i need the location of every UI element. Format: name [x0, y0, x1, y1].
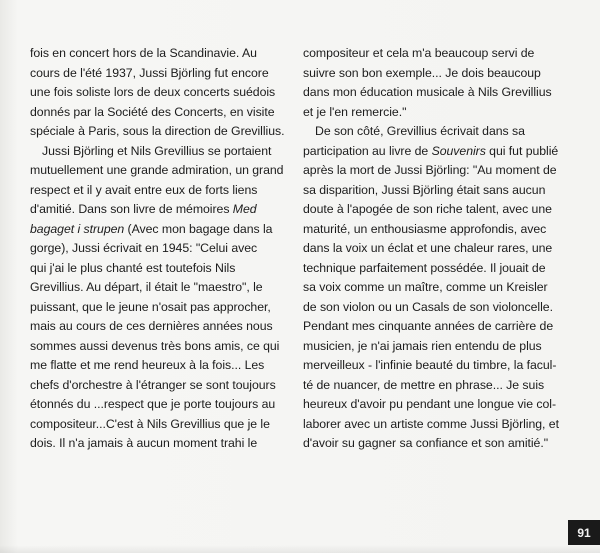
text-line: suivre son bon exemple... Je dois beaucoup — [303, 65, 541, 80]
text-line: qui j'ai le plus chanté est toutefois Nils — [30, 260, 236, 275]
text-line: et je l'en remercie." — [303, 104, 407, 119]
text-line: gorge), Jussi écrivait en 1945: "Celui avec — [30, 241, 258, 255]
text-line: chefs d'orchestre à l'étranger se sont toujours — [30, 377, 276, 392]
text-line: maturité, un enthousiasme approfondis, avec — [303, 221, 547, 236]
text-line: participation au livre de Souvenirs qui fut publié — [303, 143, 559, 158]
text-line: donnés par la Société des Concerts, en visite — [30, 104, 275, 119]
text-line: Jussi Björling et Nils Grevillius se portaient — [42, 143, 272, 158]
text-line: étonnés du ...respect que je porte toujours au — [30, 397, 276, 411]
page-number: 91 — [568, 520, 600, 545]
text-line: De son côté, Grevillius écrivait dans sa — [315, 124, 525, 138]
left-text-column — [30, 44, 285, 454]
text-line: heureux d'avoir pu pendant une longue vie col- — [303, 397, 556, 411]
text-line: respect et il y avait entre eux de forts liens — [30, 182, 258, 197]
text-line: bagaget i strupen (Avec mon bagage dans la — [30, 221, 273, 236]
text-line: une fois soliste lors de deux concerts suédois — [30, 85, 276, 99]
text-line: compositeur...C'est à Nils Grevillius que je le — [30, 416, 270, 431]
text-line: dans la voix un éclat et une chaleur rares, une — [303, 241, 553, 255]
text-line: cours de l'été 1937, Jussi Björling fut encore — [30, 65, 269, 80]
right-text-column — [303, 44, 559, 454]
text-line: mais au cours de ces dernières années nous — [30, 319, 273, 333]
text-line: musicien, je n'ai jamais rien entendu de plus — [303, 338, 542, 353]
text-line: laborer avec un artiste comme Jussi Björling, et — [303, 416, 559, 431]
text-line: spéciale à Paris, sous la direction de Grevillius. — [30, 124, 285, 138]
text-line: doute à l'apogée de son riche talent, avec une — [303, 202, 552, 216]
text-line: compositeur et cela m'a beaucoup servi de — [303, 46, 535, 60]
text-line: mutuellement une grande admiration, un grand — [30, 163, 284, 177]
text-line: sa disparition, Jussi Björling était sans aucun — [303, 182, 546, 197]
italic-title: bagaget i strupen — [30, 221, 125, 236]
text-line: Pendant mes cinquante années de carrière de — [303, 319, 554, 333]
text-line: d'avoir su gagner sa confiance et son amitié." — [303, 436, 549, 450]
text-line: merveilleux - l'infinie beauté du timbre, la facul- — [303, 358, 557, 372]
italic-title: Souvenirs — [431, 143, 486, 158]
text-line: après la mort de Jussi Björling: "Au moment de — [303, 163, 557, 177]
text-line: de son violon ou un Casals de son violoncelle. — [303, 299, 553, 314]
text-line: sa voix comme un maître, comme un Kreisler — [303, 280, 548, 294]
text-line: d'amitié. Dans son livre de mémoires Med — [30, 202, 257, 216]
italic-title: Med — [232, 202, 257, 216]
page-edge-shadow — [0, 545, 600, 553]
text-line: puissant, que le jeune n'osait pas approcher, — [30, 299, 271, 314]
text-line: me flatte et me rend heureux à la fois... Les — [30, 358, 265, 372]
text-line: dois. Il n'a jamais à aucun moment trahi le — [30, 436, 258, 450]
text-line: sommes aussi devenus très bons amis, ce qui — [30, 338, 280, 353]
text-line: fois en concert hors de la Scandinavie. Au — [30, 46, 257, 60]
text-line: technique parfaitement possédée. Il jouait de — [303, 260, 546, 275]
text-line: dans mon éducation musicale à Nils Grevillius — [303, 85, 552, 99]
text-line: Grevillius. Au départ, il était le "maestro", le — [30, 280, 263, 294]
text-line: té de nuancer, de mettre en phrase... Je suis — [303, 377, 545, 392]
